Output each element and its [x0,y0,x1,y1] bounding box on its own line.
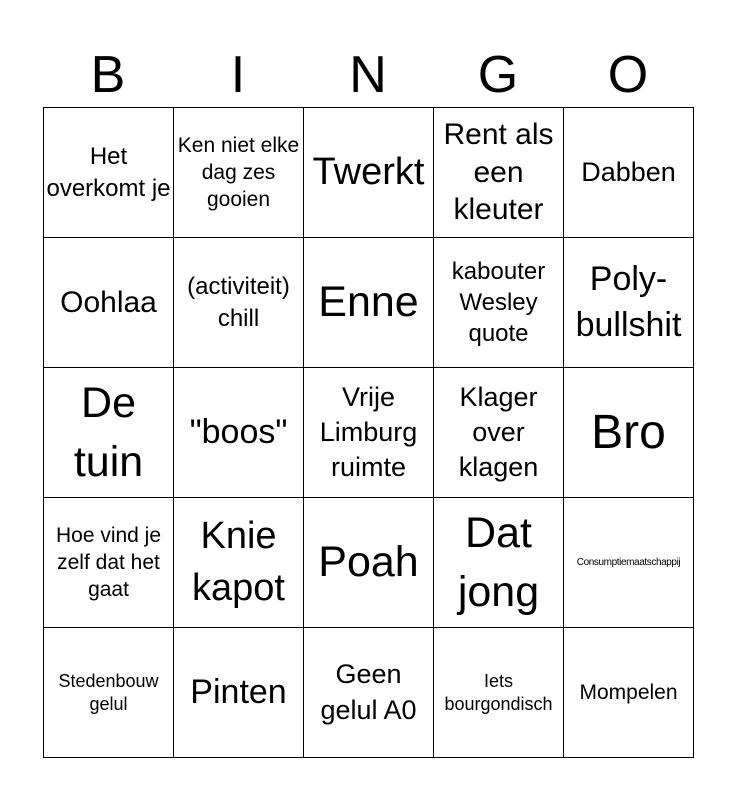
bingo-cell[interactable]: De tuin [44,368,174,498]
bingo-cell[interactable]: "boos" [174,368,304,498]
bingo-cell[interactable]: Het overkomt je [44,108,174,238]
header-letter-n: N [349,46,387,104]
bingo-cell[interactable]: kabouter Wesley quote [434,238,564,368]
bingo-row [44,238,694,368]
header-letter-o: O [607,46,649,104]
bingo-card-grid [43,107,694,758]
bingo-row [44,368,694,498]
bingo-cell[interactable]: Stedenbouw gelul [44,628,174,758]
bingo-cell[interactable]: Poly-bullshit [564,238,694,368]
bingo-cell[interactable]: Pinten [174,628,304,758]
bingo-cell[interactable]: Knie kapot [174,498,304,628]
bingo-cell[interactable]: Klager over klagen [434,368,564,498]
bingo-row [44,498,694,628]
bingo-cell[interactable]: (activiteit) chill [174,238,304,368]
bingo-cell[interactable]: Enne [304,238,434,368]
bingo-cell[interactable]: Dat jong [434,498,564,628]
header-letter-b: B [90,46,126,104]
header-letter-g: G [477,46,519,104]
bingo-cell[interactable]: Ken niet elke dag zes gooien [174,108,304,238]
bingo-cell[interactable]: Bro [564,368,694,498]
bingo-cell[interactable]: Twerkt [304,108,434,238]
bingo-cell[interactable]: Poah [304,498,434,628]
bingo-row [44,628,694,758]
bingo-cell[interactable]: Consumptiemaatschappij [564,498,694,628]
bingo-row [44,108,694,238]
bingo-cell[interactable]: Mompelen [564,628,694,758]
bingo-cell[interactable]: Rent als een kleuter [434,108,564,238]
bingo-cell[interactable]: Dabben [564,108,694,238]
bingo-cell[interactable]: Geen gelul A0 [304,628,434,758]
bingo-cell[interactable]: Vrije Limburg ruimte [304,368,434,498]
header-letter-i: I [230,46,246,104]
bingo-header [43,42,693,108]
bingo-cell[interactable]: Oohlaa [44,238,174,368]
bingo-cell[interactable]: Hoe vind je zelf dat het gaat [44,498,174,628]
bingo-cell[interactable]: Iets bourgondisch [434,628,564,758]
